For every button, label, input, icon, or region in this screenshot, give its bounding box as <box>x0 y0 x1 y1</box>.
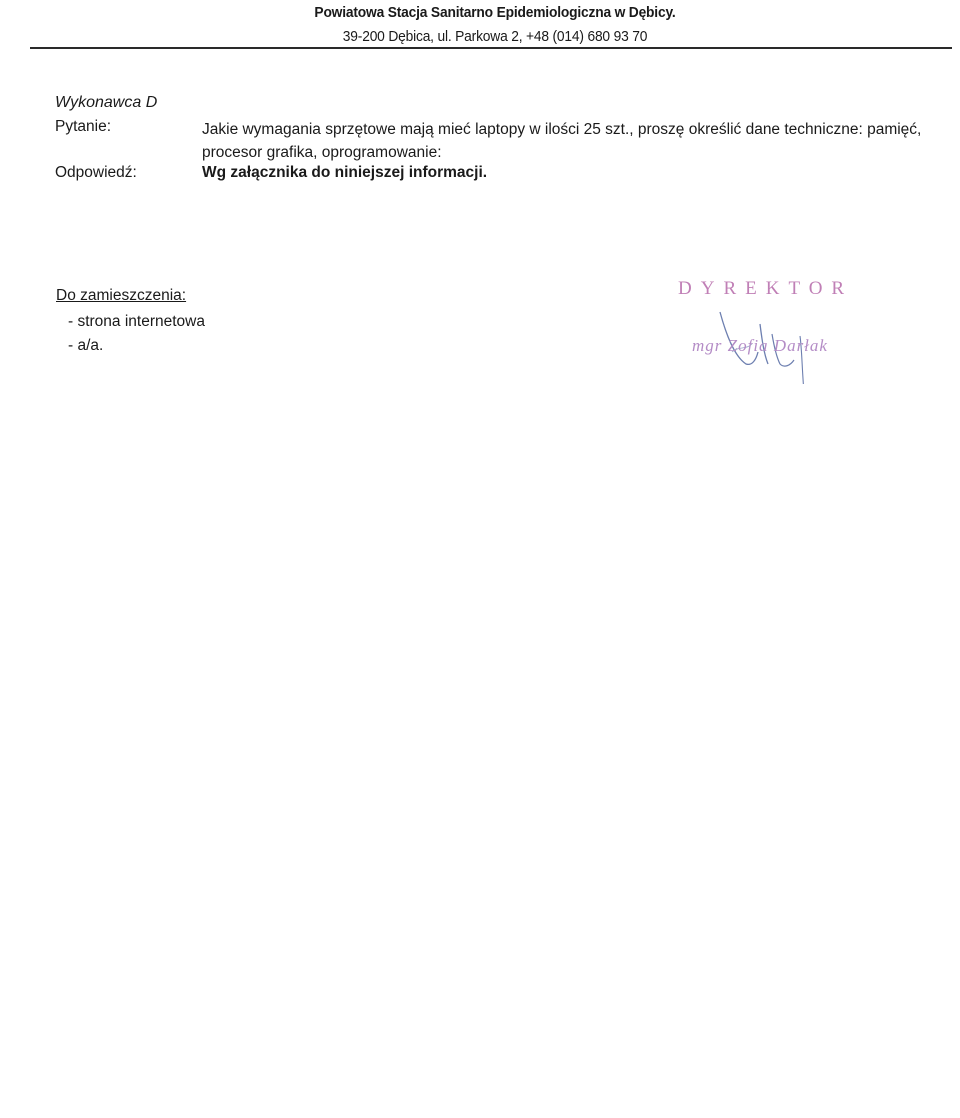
organization-address: 39-200 Dębica, ul. Parkowa 2, +48 (014) 680 93 70 <box>342 28 648 45</box>
distribution-heading: Do zamieszczenia: <box>56 287 187 304</box>
director-stamp <box>672 274 892 384</box>
question-text: Jakie wymagania sprzętowe mają mieć laptopy w ilości 25 szt., proszę określić dane techniczne: pamięć, procesor grafika, oprogramowanie: <box>202 121 922 161</box>
stamp-title: DYREKTOR <box>678 278 854 299</box>
question-label: Pytanie: <box>55 118 112 135</box>
header-divider <box>30 47 952 49</box>
distribution-item-website: - strona internetowa <box>68 313 205 330</box>
contractor-heading: Wykonawca D <box>55 94 158 111</box>
answer-label: Odpowiedź: <box>55 164 137 181</box>
organization-name: Powiatowa Stacja Sanitarno Epidemiologiczna w Dębicy. <box>314 4 676 21</box>
distribution-item-archive: - a/a. <box>68 337 104 354</box>
distribution-list <box>68 310 205 358</box>
stamp-name: mgr Zofia Darłak <box>692 336 828 355</box>
answer-text: Wg załącznika do niniejszej informacji. <box>202 164 488 181</box>
